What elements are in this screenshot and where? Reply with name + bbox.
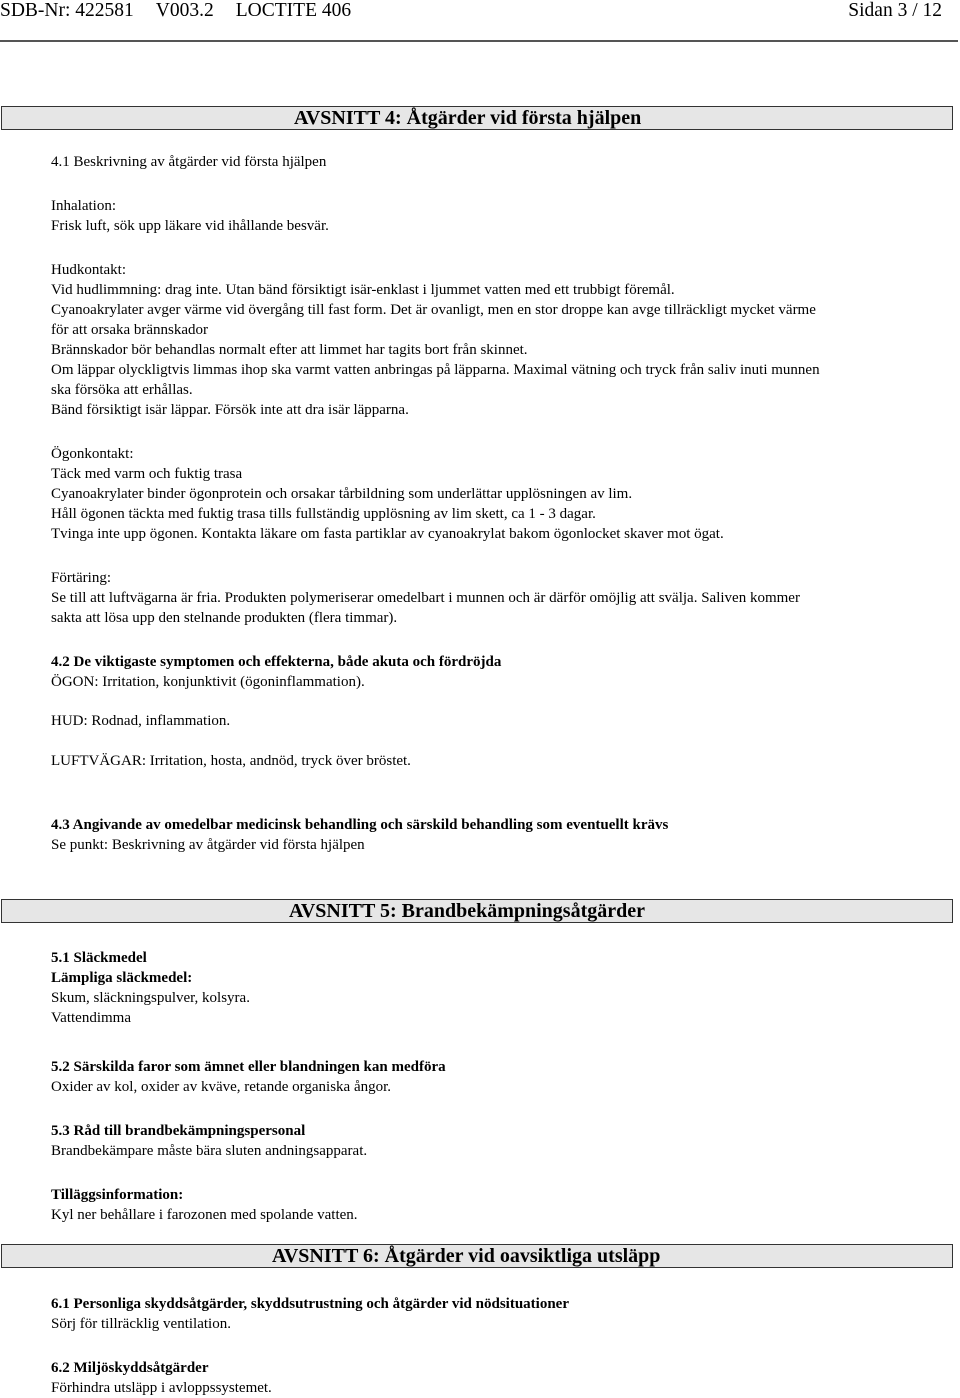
skin-contact-line: ska försöka att erhållas.: [51, 382, 193, 398]
inhalation-text: Frisk luft, sök upp läkare vid ihållande besvär.: [51, 218, 329, 234]
subsection-4-3-text: Se punkt: Beskrivning av åtgärder vid första hjälpen: [51, 837, 365, 853]
page-number: Sidan 3 / 12: [848, 0, 942, 21]
subsection-5-3-title: 5.3 Råd till brandbekämpningspersonal: [51, 1123, 306, 1139]
product-name: LOCTITE 406: [235, 0, 352, 21]
skin-contact-line: Brännskador bör behandlas normalt efter att limmet har tagits bort från skinnet.: [51, 342, 528, 358]
additional-info-text: Kyl ner behållare i farozonen med spolande vatten.: [51, 1207, 358, 1223]
subsection-5-2-title: 5.2 Särskilda faror som ämnet eller blandningen kan medföra: [51, 1059, 446, 1075]
eye-contact-line: Tvinga inte upp ögonen. Kontakta läkare om fasta partiklar av cyanoakrylat bakom ögonlocket skaver mot ögat.: [51, 526, 724, 542]
subsection-6-2-text: Förhindra utsläpp i avloppssystemet.: [51, 1380, 272, 1396]
subsection-4-1-title: 4.1 Beskrivning av åtgärder vid första hjälpen: [51, 154, 327, 170]
skin-contact-line: Bänd försiktigt isär läppar. Försök inte att dra isär läpparna.: [51, 402, 409, 418]
section-4-title: AVSNITT 4: Åtgärder vid första hjälpen: [294, 107, 642, 129]
inhalation-label: Inhalation:: [51, 198, 116, 214]
subsection-6-2-title: 6.2 Miljöskyddsåtgärder: [51, 1360, 209, 1376]
eyes-symptom: ÖGON: Irritation, konjunktivit (ögoninflammation).: [51, 674, 365, 690]
suitable-media-line: Vattendimma: [51, 1010, 131, 1026]
additional-info-label: Tilläggsinformation:: [51, 1187, 184, 1203]
suitable-media-line: Skum, släckningspulver, kolsyra.: [51, 990, 250, 1006]
eye-contact-line: Cyanoakrylater binder ögonprotein och orsakar tårbildning som underlättar upplösningen av lim.: [51, 486, 633, 502]
skin-contact-line: för att orsaka brännskador: [51, 322, 209, 338]
skin-symptom: HUD: Rodnad, inflammation.: [51, 713, 231, 729]
skin-contact-line: Cyanoakrylater avger värme vid övergång till fast form. Det är ovanligt, men en stor droppe kan avge tillräckligt mycket värme: [51, 302, 816, 318]
subsection-5-3-text: Brandbekämpare måste bära sluten andningsapparat.: [51, 1143, 368, 1159]
section-6-title: AVSNITT 6: Åtgärder vid oavsiktliga utsläpp: [272, 1245, 661, 1267]
subsection-6-1-text: Sörj för tillräcklig ventilation.: [51, 1316, 231, 1332]
ingestion-line: sakta att lösa upp den stelnande produkten (flera timmar).: [51, 610, 398, 626]
skin-contact-label: Hudkontakt:: [51, 262, 126, 278]
version: V003.2: [155, 0, 214, 21]
header-divider: [0, 40, 958, 42]
eye-contact-label: Ögonkontakt:: [51, 446, 134, 462]
subsection-4-2-title: 4.2 De viktigaste symptomen och effekterna, både akuta och fördröjda: [51, 654, 502, 670]
sdb-number: SDB-Nr: 422581: [0, 0, 134, 21]
suitable-media-label: Lämpliga släckmedel:: [51, 970, 193, 986]
skin-contact-line: Om läppar olyckligtvis limmas ihop ska varmt vatten anbringas på läpparna. Maximal vätning och tryck från saliv inuti munnen: [51, 362, 820, 378]
subsection-5-1-title: 5.1 Släckmedel: [51, 950, 147, 966]
eye-contact-line: Håll ögonen täckta med fuktig trasa tills fullständig upplösning av lim skett, ca 1 - 3 dagar.: [51, 506, 596, 522]
subsection-4-3-title: 4.3 Angivande av omedelbar medicinsk behandling och särskild behandling som eventuellt krävs: [51, 817, 669, 833]
subsection-6-1-title: 6.1 Personliga skyddsåtgärder, skyddsutrustning och åtgärder vid nödsituationer: [51, 1296, 569, 1312]
ingestion-line: Se till att luftvägarna är fria. Produkten polymeriserar omedelbart i munnen och är därför omöjlig att svälja. Saliven kommer: [51, 590, 800, 606]
skin-contact-line: Vid hudlimmning: drag inte. Utan bänd försiktigt isär-enklast i ljummet vatten med ett trubbigt föremål.: [51, 282, 675, 298]
eye-contact-line: Täck med varm och fuktig trasa: [51, 466, 243, 482]
ingestion-label: Förtäring:: [51, 570, 111, 586]
section-5-title: AVSNITT 5: Brandbekämpningsåtgärder: [289, 900, 646, 922]
subsection-5-2-text: Oxider av kol, oxider av kväve, retande organiska ångor.: [51, 1079, 392, 1095]
document-header-left: [0, 0, 351, 22]
airways-symptom: LUFTVÄGAR: Irritation, hosta, andnöd, tryck över bröstet.: [51, 753, 411, 769]
